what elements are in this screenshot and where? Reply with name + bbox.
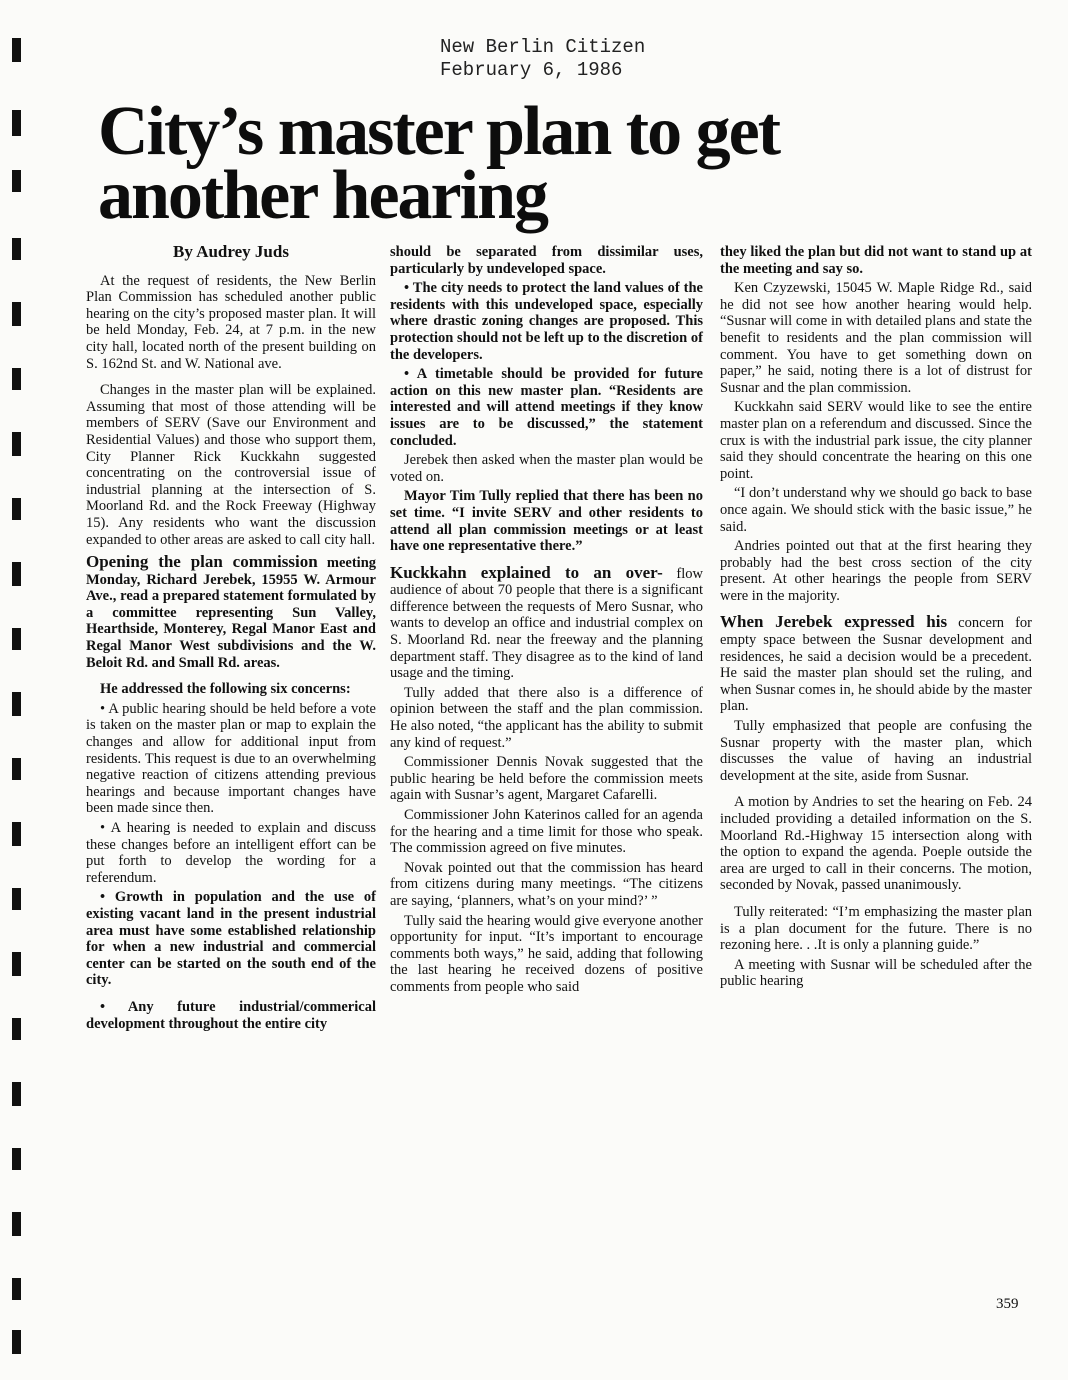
margin-mark [12,562,21,586]
paragraph: He addressed the following six concerns: [100,681,351,698]
page-number: 359 [996,1296,1019,1312]
article-column-2 [390,244,703,999]
margin-mark [12,110,21,136]
margin-mark [12,170,21,192]
margin-mark [12,302,21,326]
paragraph [86,554,376,671]
section-lead-in: Opening the plan commission [86,552,318,572]
margin-mark [12,952,21,976]
margin-mark [12,1018,21,1040]
paragraph: Kuckkahn said SERV would like to see the entire master plan on a referendum and discussed. Since the crux is with the industrial park issue, the city planner said they should concentrate the hearing on this one point. [720,399,1032,482]
paragraph: Tully added that there also is a difference of opinion between the staff and the plan commission. He also noted, “the applicant has the ability to submit any kind of request.” [390,684,703,751]
bullet-paragraph: • A hearing is needed to explain and discuss these changes before an intelligent effort can be put forth to develop the wording for a referendum. [86,820,376,886]
section-lead-in: When Jerebek expressed his [720,612,948,632]
paragraph [720,614,1032,715]
margin-mark [12,368,21,390]
bullet-paragraph: • Any future industrial/commerical development throughout the entire city [86,998,376,1032]
margin-mark [12,628,21,650]
bullet-paragraph: • A public hearing should be held before a vote is taken on the master plan or map to explain the changes and allow for additional input from residents. This request is due to an overwhelming negative reaction of citizens attending previous hearings and because important changes have been made since then. [86,700,376,817]
paragraph: they liked the plan but did not want to stand up at the meeting and say so. [720,244,1032,277]
paragraph: Mayor Tim Tully replied that there has been no set time. “I invite SERV and other residents to attend all plan commission meetings or at least have one representative there.” [390,488,703,555]
paragraph: A motion by Andries to set the hearing on Feb. 24 included providing a detailed information on the S. Moorland Rd.-Highway 15 intersection along with the option to expand the agenda. Poeple outside the area are urged to call in their concerns. The motion, seconded by Novak, passed unanimously. [720,794,1032,894]
binder-margin-marks [12,0,24,1380]
publication-date: February 6, 1986 [440,59,623,81]
paragraph-text: flow audience of about 70 people that there is a significant difference between the requests of Mero Susnar, who wants to develop an office and industrial complex on S. Moorland Rd. near the freeway and the planning department staff. They disagree as to the kind of land usage and the timing. [390,565,704,682]
margin-mark [12,1212,21,1236]
margin-mark [12,1330,21,1354]
margin-mark [12,1082,21,1106]
paragraph: Andries pointed out that at the first hearing they probably had the best cross section of the city present. At other hearings the people from SERV were in the majority. [720,538,1032,604]
article-column-3 [720,244,1032,993]
margin-mark [12,38,21,62]
paragraph: Tully emphasized that people are confusing the Susnar property with the master plan, which discusses the value of having an industrial development at the site, aside from Susnar. [720,718,1032,784]
paragraph: Changes in the master plan will be explained. Assuming that most of those attending will be members of SERV (Save our Environment and Residential Values) and those who support them, City Planner Rick Kuckkahn suggested concentrating on the controversial issue of industrial planning at the intersection of S. Moorland Rd. and the Rock Freeway (Highway 15). Any residents who want the discussion expanded to other areas are asked to call city hall. [86,382,376,548]
paragraph-text: meeting Monday, Richard Jerebek, 15955 W. Armour Ave., read a prepared statement formulated by a committee representing Sun Valley, Hearthside, Monterey, Regal Manor East and Regal Manor West subdivisions and the W. Beloit Rd. and Small Rd. areas. [86,555,377,671]
margin-mark [12,498,21,520]
bullet-paragraph: • Growth in population and the use of existing vacant land in the present industrial area must have some established relationship for when a new industrial and commercial center can be started on the south end of the city. [86,889,376,989]
paragraph-text: concern for empty space between the Susnar development and residences, he said a decision would be a precedent. He said the master plan should set the ruling, and when Susnar comes in, he should abide by the master plan. [720,615,1033,715]
paragraph: should be separated from dissimilar uses, particularly by undeveloped space. [390,244,703,277]
paragraph: At the request of residents, the New Berlin Plan Commission has scheduled another public hearing on the city’s proposed master plan. It will be held Monday, Feb. 24, at 7 p.m. in the new city hall, located north of the present building on S. 162nd St. and W. National ave. [86,272,376,372]
article-column-1 [86,244,376,1035]
margin-mark [12,888,21,910]
section-lead-in: Kuckkahn explained to an over- [390,562,663,582]
masthead [440,36,700,82]
margin-mark [12,1278,21,1300]
paragraph: Novak pointed out that the commission has heard from citizens during many meetings. “The citizens are saying, ‘planners, what’s on your mind?’ ” [390,859,703,909]
byline: By Audrey Juds [173,242,289,261]
paragraph: Ken Czyzewski, 15045 W. Maple Ridge Rd., said he did not see how another hearing would help. “Susnar will come in with detailed plans and state the benefit to residents and the plan commission will comment. You have to get something down on paper,” he said, noting there is a lot of distrust for Susnar and the plan commission. [720,280,1032,396]
paragraph: “I don’t understand why we should go back to base once again. We should stick with the basic issue,” he said. [720,485,1032,535]
margin-mark [12,238,21,260]
paragraph: Commissioner Dennis Novak suggested that the public hearing be held before the commission meets again with Susnar’s agent, Margaret Cafarelli. [390,754,703,804]
paragraph: Tully said the hearing would give everyone another opportunity for input. “It’s important to encourage comments both ways,” he said, adding that following the last hearing he received dozens of positive comments from people who said [390,912,703,995]
paragraph: Commissioner John Katerinos called for an agenda for the hearing and a time limit for those who speak. The commission agreed on five minutes. [390,807,703,857]
margin-mark [12,822,21,846]
bullet-paragraph: • A timetable should be provided for future action on this new master plan. “Residents are interested and will attend meetings if they know issues are to be discussed,” the statement concluded. [390,366,703,449]
margin-mark [12,692,21,716]
margin-mark [12,432,21,456]
bullet-paragraph: • The city needs to protect the land values of the residents with this undeveloped space, especially where drastic zoning changes are proposed. This protection should not be left up to the discretion of the developers. [390,280,703,363]
paragraph [390,562,704,682]
margin-mark [12,758,21,780]
paragraph: Jerebek then asked when the master plan would be voted on. [390,452,703,485]
publication-name: New Berlin Citizen [440,36,646,58]
paragraph: Tully reiterated: “I’m emphasizing the master plan is a plan document for the future. There is no rezoning here. . .It is only a planning guide.” [720,903,1032,954]
paragraph: A meeting with Susnar will be scheduled after the public hearing [720,956,1032,990]
margin-mark [12,1148,21,1170]
headline: City’s master plan to get another hearing [98,93,780,234]
